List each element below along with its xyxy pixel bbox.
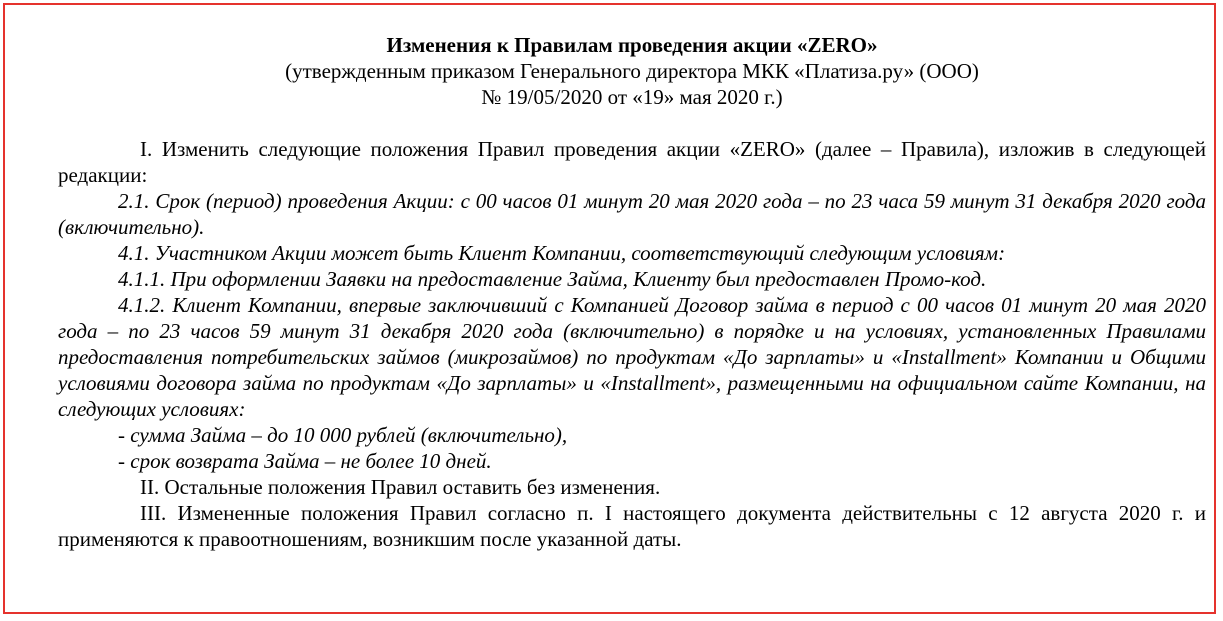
document-title: Изменения к Правилам проведения акции «ZERO» (386, 33, 878, 57)
clause-4-1-2-paragraph: 4.1.2. Клиент Компании, впервые заключивший с Компанией Договор займа в период с 00 часов 01 минут 20 мая 2020 года – по 23 часов 59 минут 31 декабря 2020 года (включительно) в порядке и на условиях, установленных Правилами предоставления потребительских займов (микрозаймов) по продуктам «До зарплаты» и «Installment» Компании и Общими условиями договора займа по продуктам «До зарплаты» и «Installment», размещенными на официальном сайте Компании, на следующих условиях: (58, 293, 1206, 421)
section-3-paragraph: III. Измененные положения Правил согласно п. I настоящего документа действительны с 12 августа 2020 г. и применяются к правоотношениям, возникшим после указанной даты. (58, 501, 1206, 551)
document-subtitle-line1: (утвержденным приказом Генерального директора МКК «Платиза.ру» (ООО) (285, 59, 979, 83)
section-2-paragraph: II. Остальные положения Правил оставить без изменения. (140, 475, 661, 499)
section-1-paragraph: I. Изменить следующие положения Правил проведения акции «ZERO» (далее – Правила), изложив в следующей редакции: (58, 137, 1206, 187)
clause-2-1-paragraph: 2.1. Срок (период) проведения Акции: с 00 часов 01 минут 20 мая 2020 года – по 23 часа 59 минут 31 декабря 2020 года (включительно). (58, 189, 1206, 239)
clause-4-1-paragraph: 4.1. Участником Акции может быть Клиент Компании, соответствующий следующим условиям: (118, 241, 1006, 265)
document (58, 32, 1206, 552)
condition-loan-amount: - сумма Займа – до 10 000 рублей (включительно), (118, 423, 568, 447)
document-subtitle-line2: № 19/05/2020 от «19» мая 2020 г.) (481, 85, 783, 109)
document-header (58, 32, 1206, 110)
condition-loan-term: - срок возврата Займа – не более 10 дней. (118, 449, 492, 473)
clause-4-1-1-paragraph: 4.1.1. При оформлении Заявки на предоставление Займа, Клиенту был предоставлен Промо-код. (118, 267, 987, 291)
document-body (58, 136, 1206, 552)
